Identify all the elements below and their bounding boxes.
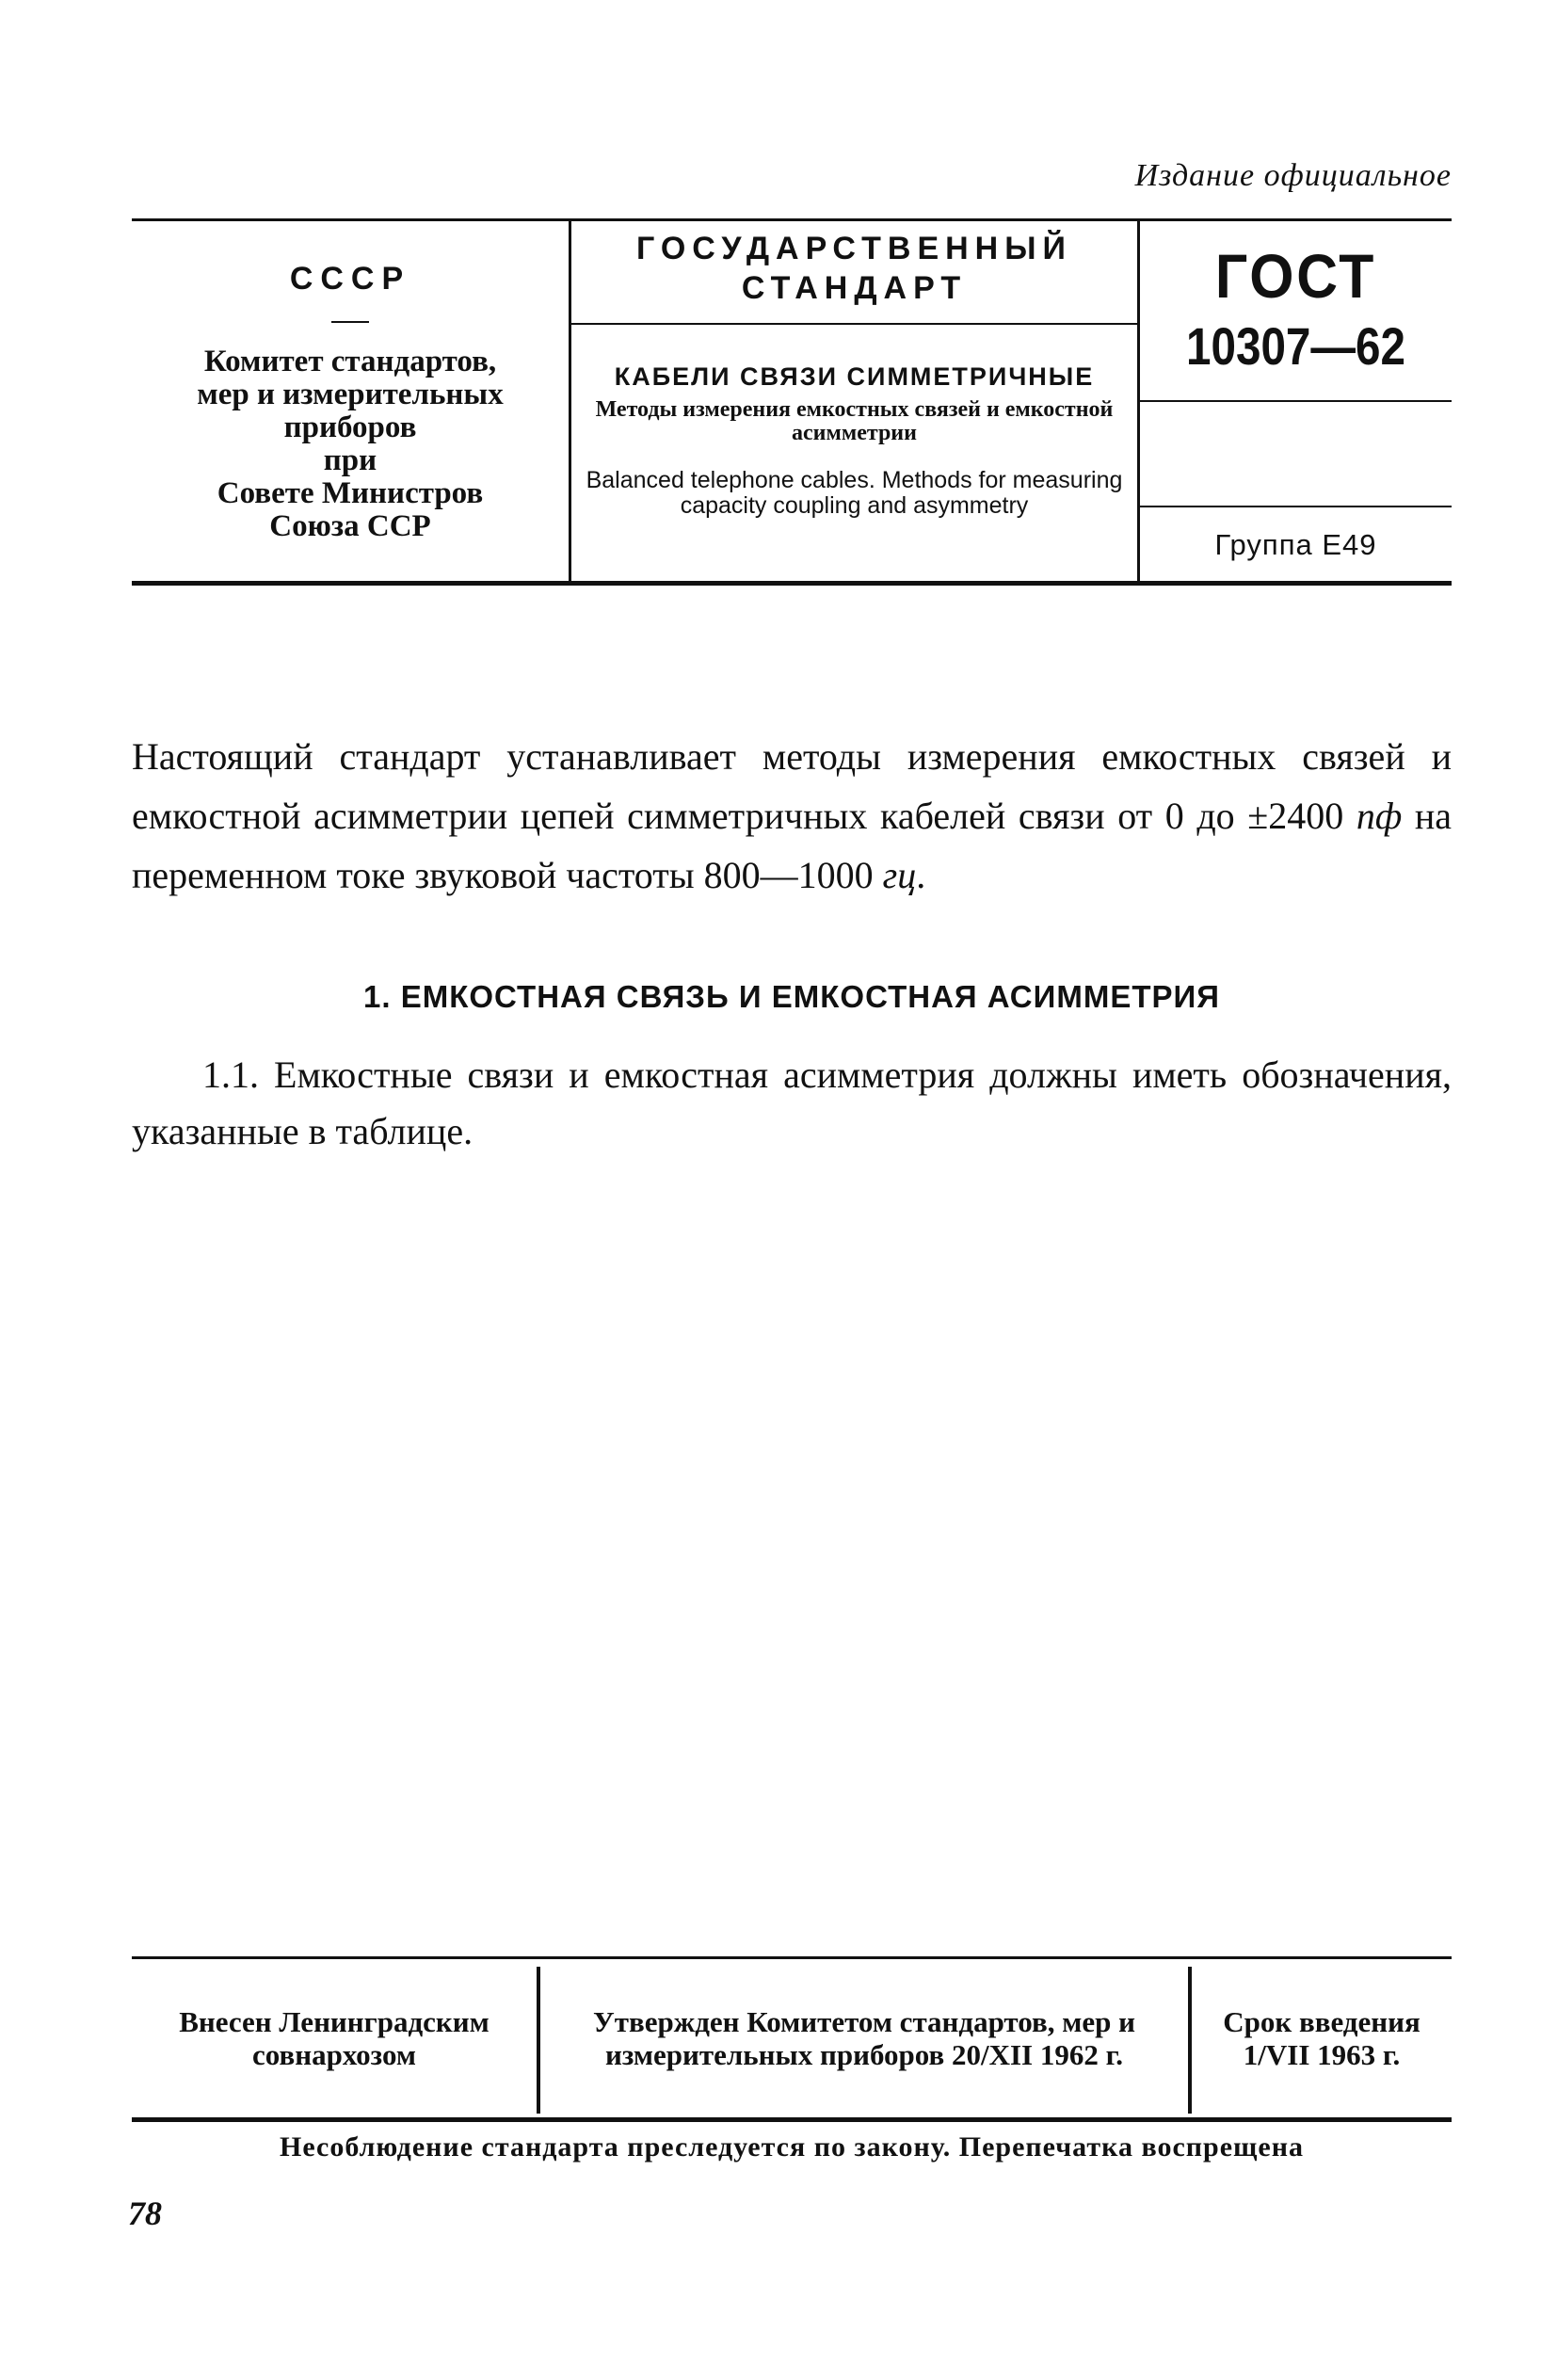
approved-by-cell <box>540 1959 1188 2117</box>
clause-1-1: 1.1. Емкостные связи и емкостная асимметрия должны иметь обозначения, указанные в таблице. <box>132 1053 1452 1152</box>
committee-line: при <box>323 443 377 477</box>
gost-cell <box>1140 221 1452 581</box>
intro-text: на переменном токе звуковой частоты 800—1000 <box>132 795 1452 896</box>
state-standard-line-2: СТАНДАРТ <box>741 270 968 306</box>
effective-date-cell <box>1192 1959 1452 2117</box>
standard-title-english: Balanced telephone cables. Methods for measuring capacity coupling and asymmetry <box>586 467 1123 519</box>
page-number: 78 <box>128 2195 162 2232</box>
approved-by: Утвержден Комитетом стандартов, мер и измерительных приборов 20/XII 1962 г. <box>593 2005 1135 2071</box>
effective-date: Срок введения 1/VII 1963 г. <box>1223 2005 1421 2071</box>
intro-text: . <box>916 854 926 896</box>
standard-subtitle: Методы измерения емкостных связей и емкостной асимметрии <box>595 397 1114 445</box>
divider-dash <box>331 321 369 323</box>
intro-paragraph <box>132 727 1452 905</box>
committee-line: Совете Министров <box>217 476 484 510</box>
committee-name <box>132 346 569 543</box>
section-heading: 1. ЕМКОСТНАЯ СВЯЗЬ И ЕМКОСТНАЯ АСИММЕТРИЯ <box>363 979 1220 1014</box>
committee-line: Союза ССР <box>269 509 431 543</box>
intro-text: Настоящий стандарт устанавливает методы измерения емкостных связей и емкостной асимметрии цепей симметричных кабелей связи от 0 до ±2400 <box>132 735 1452 837</box>
standard-title-cell <box>571 221 1137 581</box>
header-table <box>132 218 1452 586</box>
introduced-by: Внесен Ленинградским совнархозом <box>179 2005 490 2071</box>
gost-label: ГОСТ <box>1214 241 1377 311</box>
committee-line: приборов <box>283 410 417 444</box>
footer-table <box>132 1956 1452 2122</box>
group-label: Группа Е49 <box>1214 528 1377 561</box>
state-standard-heading <box>571 229 1137 308</box>
row-divider <box>1140 400 1452 402</box>
row-divider <box>571 323 1137 325</box>
committee-line: Комитет стандартов, <box>203 345 497 378</box>
row-divider <box>1140 506 1452 507</box>
state-standard-line-1: ГОСУДАРСТВЕННЫЙ <box>636 231 1072 266</box>
introduced-by-cell <box>132 1959 537 2117</box>
issuer-cell <box>132 221 569 581</box>
unit-pf: пф <box>1356 795 1403 837</box>
standard-title: КАБЕЛИ СВЯЗИ СИММЕТРИЧНЫЕ <box>614 362 1095 391</box>
legal-notice: Несоблюдение стандарта преследуется по закону. Перепечатка воспрещена <box>280 2131 1304 2163</box>
gost-number: 10307—62 <box>1186 316 1405 376</box>
edition-label: Издание официальное <box>1134 158 1452 193</box>
committee-line: мер и измерительных <box>197 378 504 411</box>
country-label: СССР <box>289 261 411 297</box>
unit-hz: гц <box>882 854 917 896</box>
